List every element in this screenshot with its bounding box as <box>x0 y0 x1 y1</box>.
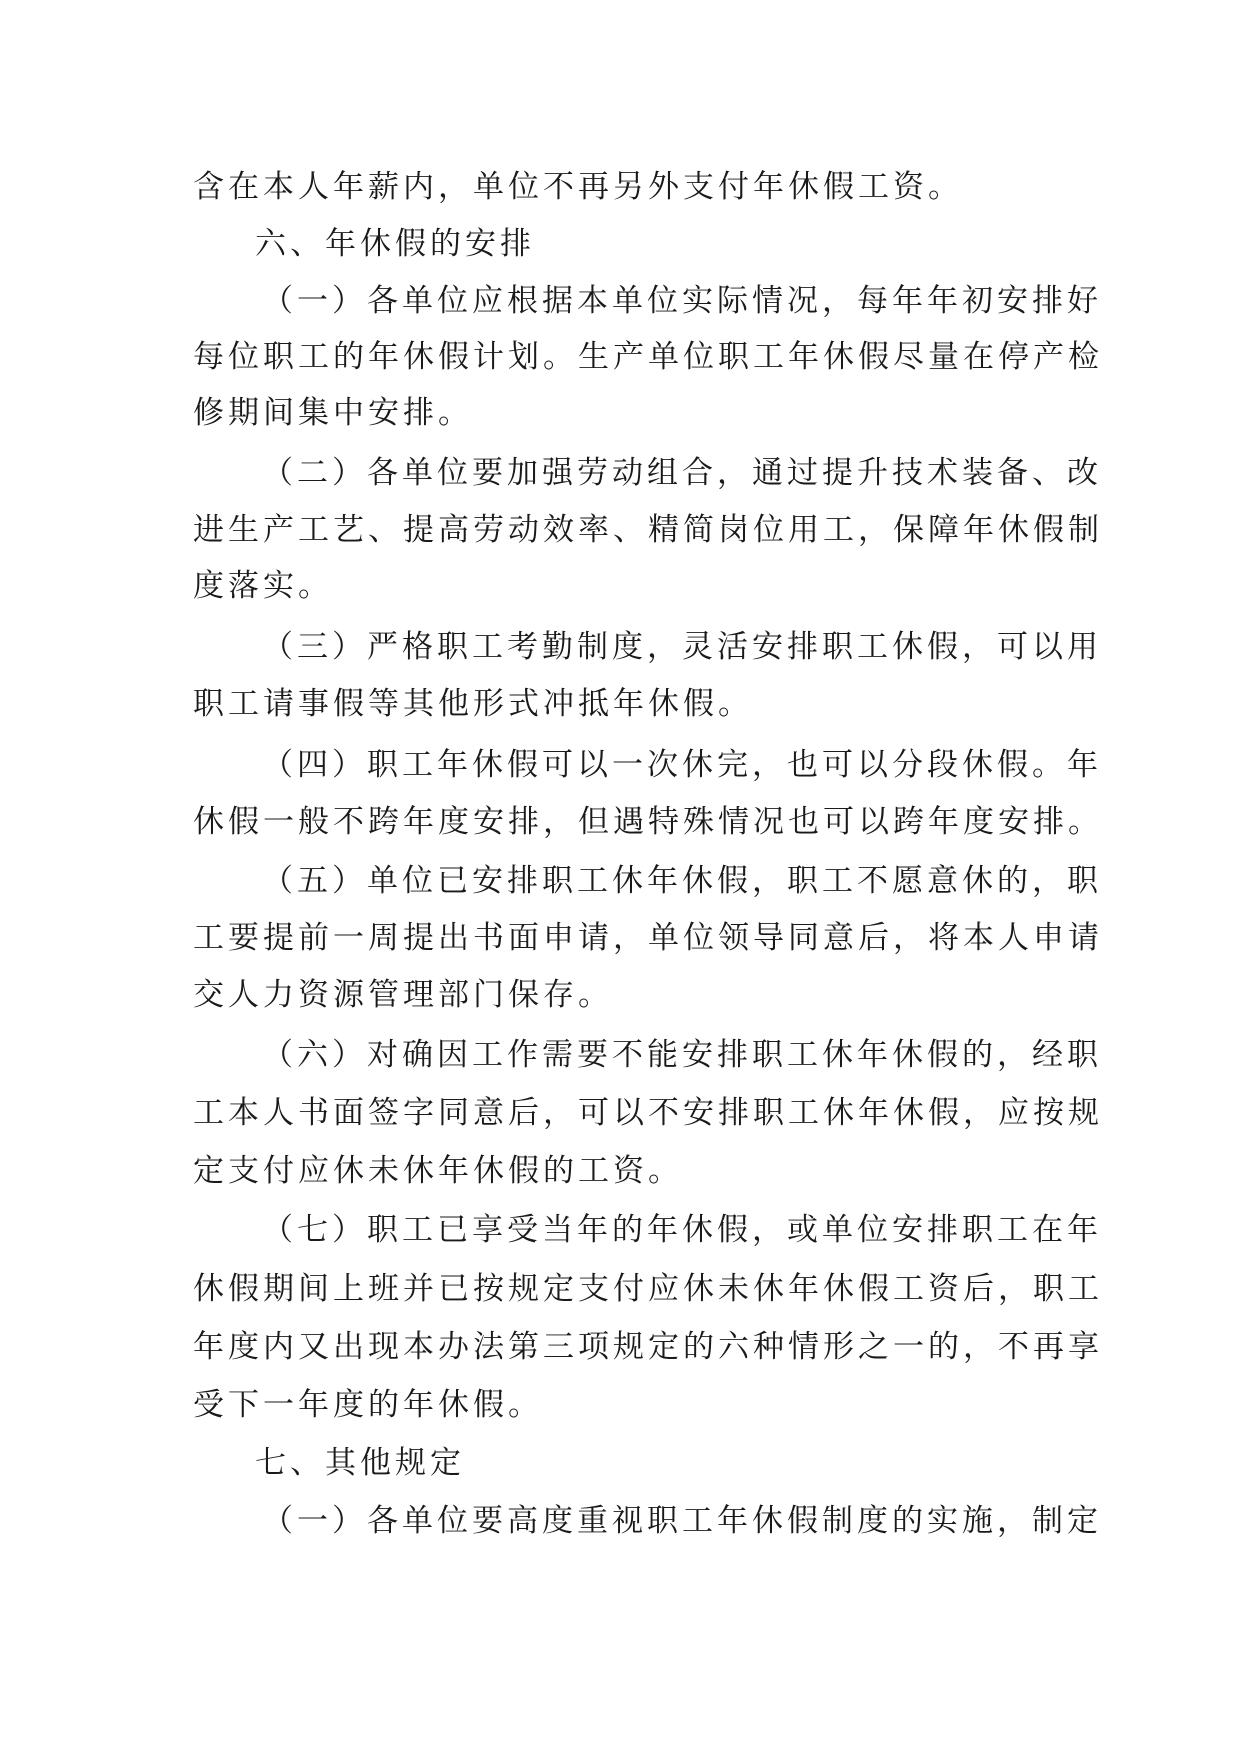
text-line: （二）各单位要加强劳动组合，通过提升技术装备、改 <box>262 455 1102 491</box>
text-line: （七）职工已享受当年的年休假，或单位安排职工在年 <box>262 1212 1102 1248</box>
text-line: 进生产工艺、提高劳动效率、精简岗位用工，保障年休假制 <box>193 512 1103 548</box>
text-line: 工要提前一周提出书面申请，单位领导同意后，将本人申请 <box>193 920 1103 956</box>
text-line: 每位职工的年休假计划。生产单位职工年休假尽量在停产检 <box>193 339 1103 375</box>
text-line: 修期间集中安排。 <box>193 395 473 431</box>
text-line: 年度内又出现本办法第三项规定的六种情形之一的，不再享 <box>193 1329 1103 1365</box>
text-line: （四）职工年休假可以一次休完，也可以分段休假。年 <box>262 747 1102 783</box>
section-heading: 七、其他规定 <box>255 1445 465 1481</box>
text-line: （五）单位已安排职工休年休假，职工不愿意休的，职 <box>262 863 1102 899</box>
text-line: （一）各单位应根据本单位实际情况，每年年初安排好 <box>262 283 1102 319</box>
text-line: 定支付应休未休年休假的工资。 <box>193 1153 683 1189</box>
text-line: （六）对确因工作需要不能安排职工休年休假的，经职 <box>262 1037 1102 1073</box>
text-line: 职工请事假等其他形式冲抵年休假。 <box>193 686 753 722</box>
text-line: 受下一年度的年休假。 <box>193 1387 543 1423</box>
text-line: （三）严格职工考勤制度，灵活安排职工休假，可以用 <box>262 629 1102 665</box>
text-line: 交人力资源管理部门保存。 <box>193 977 613 1013</box>
text-line: 休假期间上班并已按规定支付应休未休年休假工资后，职工 <box>193 1271 1103 1307</box>
text-line: 休假一般不跨年度安排，但遇特殊情况也可以跨年度安排。 <box>193 804 1103 840</box>
text-line: 度落实。 <box>193 568 333 604</box>
text-line: （一）各单位要高度重视职工年休假制度的实施，制定 <box>262 1503 1102 1539</box>
text-line: 含在本人年薪内，单位不再另外支付年休假工资。 <box>193 169 963 205</box>
section-heading: 六、年休假的安排 <box>255 226 535 262</box>
text-line: 工本人书面签字同意后，可以不安排职工休年休假，应按规 <box>193 1095 1103 1131</box>
